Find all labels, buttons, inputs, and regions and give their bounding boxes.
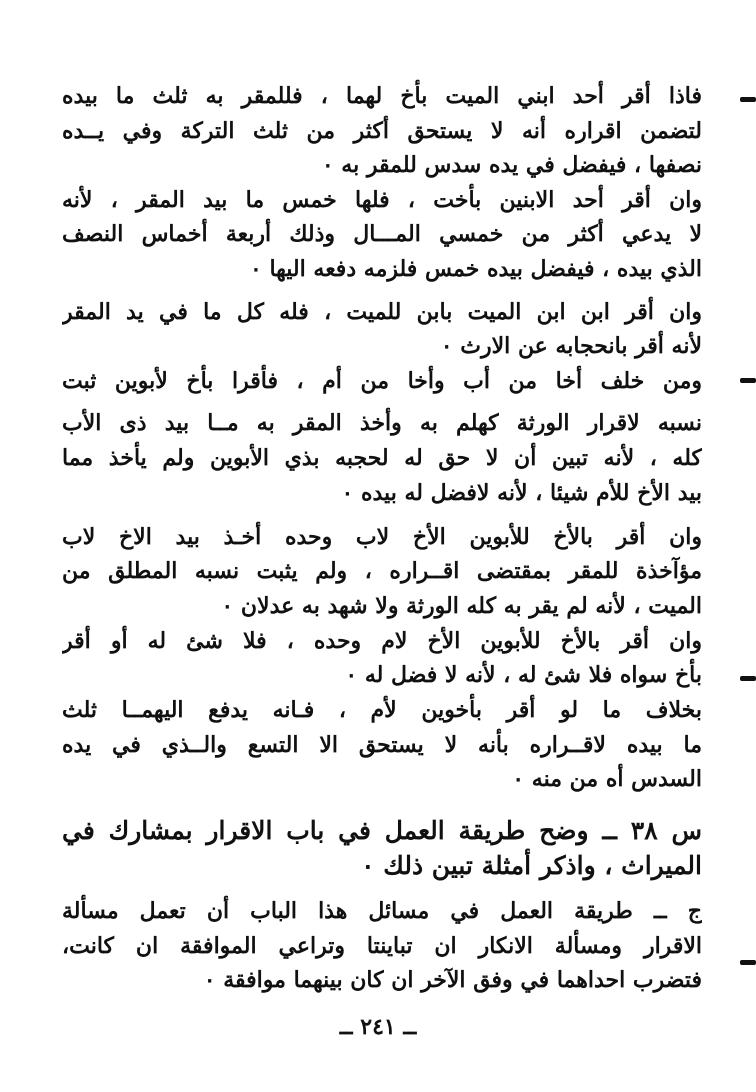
text-line: لأنه أقر بانحجابه عن الارث ٠ [440, 333, 702, 359]
question-heading: الميراث ، واذكر أمثلة تبين ذلك ٠ [361, 851, 702, 880]
binding-mark [740, 97, 756, 102]
text-line: كله ، لأنه تبين أن لا حق له لحجبه بذي الأبوين ولم يأخذ مما [62, 445, 702, 471]
text-line: وان أقر أحد الابنين بأخت ، فلها خمس ما بيد المقر ، لأنه [62, 187, 702, 213]
question-heading: س ٣٨ ــ وضح طريقة العمل في باب الاقرار بمشارك في [62, 816, 702, 845]
text-line: مؤآخذة للمقر بمقتضى اقــراره ، ولم يثبت نسبه المطلق من [62, 558, 702, 584]
text-line: لا يدعي أكثر من خمسي المـــال وذلك أربعة أخماس النصف [62, 221, 702, 247]
text-line: فاذا أقر أحد ابني الميت بأخ لهما ، فللمقر به ثلث ما بيده [62, 83, 702, 109]
page-number: ــ ٢٤١ ــ [339, 1014, 417, 1040]
binding-mark [740, 676, 756, 681]
text-line: وان أقر ابن ابن الميت بابن للميت ، فله كل ما في يد المقر [62, 299, 702, 325]
text-line: الذي بيده ، فيفضل بيده خمس فلزمه دفعه اليها ٠ [249, 256, 702, 282]
text-line: ومن خلف أخا من أب وأخا من أم ، فأقرا بأخ لأبوين ثبت [62, 368, 702, 394]
binding-mark [740, 378, 756, 383]
text-line: الاقرار ومسألة الانكار ان تباينتا وتراعي الموافقة ان كانت، [62, 933, 702, 959]
text-line: نصفها ، فيفضل في يده سدس للمقر به ٠ [321, 152, 702, 178]
text-line: بيد الأخ للأم شيئا ، لأنه لافضل له بيده ٠ [341, 480, 702, 506]
binding-mark [740, 960, 756, 965]
text-line: بخلاف ما لو أقر بأخوين لأم ، فـانه يدفع اليهمــا ثلث [62, 697, 702, 723]
text-line: لتضمن اقراره أنه لا يستحق أكثر من ثلث التركة وفي يــده [62, 118, 702, 144]
text-line: ج ــ طريقة العمل في مسائل هذا الباب أن تعمل مسألة [62, 898, 702, 924]
text-line: نسبه لاقرار الورثة كهلم به وأخذ المقر به مــا بيد ذى الأب [62, 410, 702, 436]
text-line: السدس أه من منه ٠ [512, 766, 702, 792]
text-line: فتضرب احداهما في وفق الآخر ان كان بينهما موافقة ٠ [203, 967, 702, 993]
text-line: بأخ سواه فلا شئ له ، لأنه لا فضل له ٠ [345, 662, 702, 688]
text-line: الميت ، لأنه لم يقر به كله الورثة ولا شهد به عدلان ٠ [221, 593, 702, 619]
text-line: وان أقر بالأخ للأبوين الأخ لاب وحده أخـذ بيد الاخ لاب [62, 524, 702, 550]
text-line: ما بيده لاقــراره بأنه لا يستحق الا التسع والــذي في يده [62, 732, 702, 758]
text-line: وان أقر بالأخ للأبوين الأخ لام وحده ، فلا شئ له أو أقر [62, 628, 702, 654]
